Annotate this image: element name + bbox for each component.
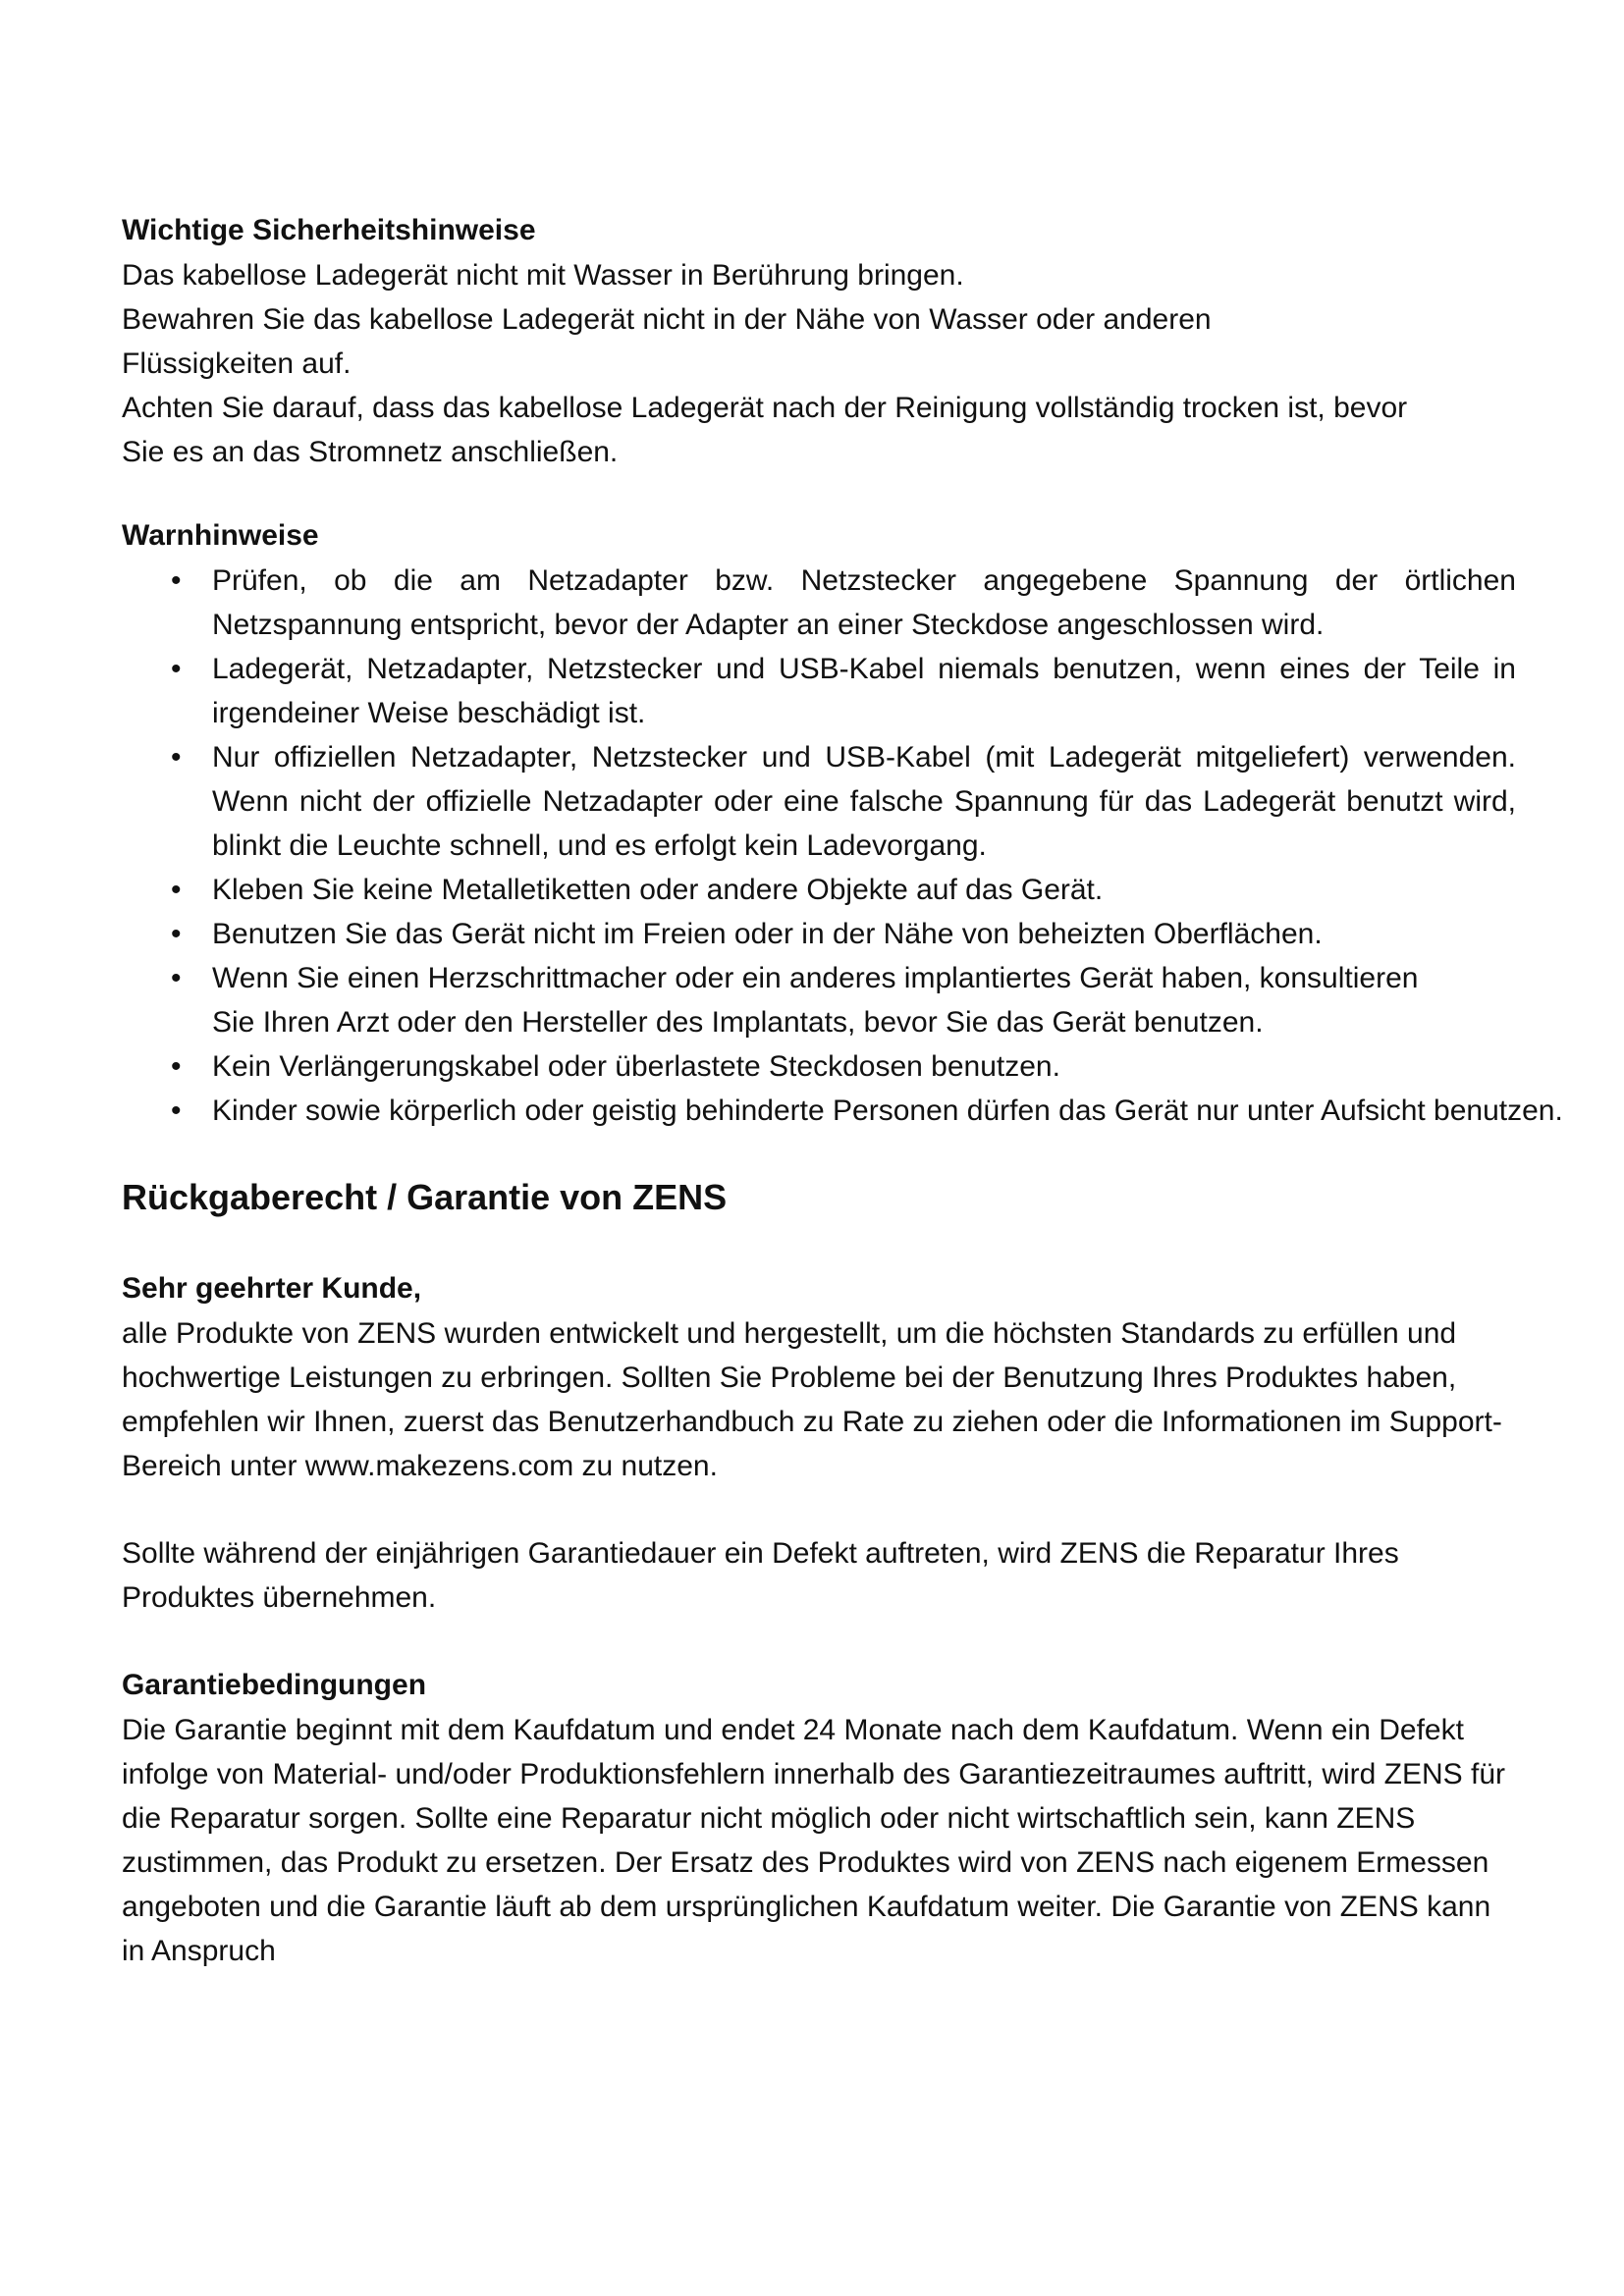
bullet-icon: •: [171, 918, 182, 950]
warranty-intro: alle Produkte von ZENS wurden entwickelt und hergestellt, um die höchsten Standards zu erfüllen und hochwertige Leistungen zu erbringen. Sollten Sie Probleme bei der Benutzung Ihres Produktes haben, empfehlen wir Ihnen, zuerst das Benutzerhandbuch zu Rate zu ziehen oder die Informationen im Support-Bereich unter www.makezens.com zu nutzen.: [122, 1317, 1502, 1482]
bullet-icon: •: [171, 874, 182, 906]
warning-text: Nur offiziellen Netzadapter, Netzstecker und USB-Kabel (mit Ladegerät mitgeliefert) verwenden. Wenn nicht der offizielle Netzadapter oder eine falsche Spannung für das Ladegerät benutzt wird, blinkt die Leuchte schnell, und es erfolgt kein Ladevorgang.: [212, 741, 1516, 862]
bullet-icon: •: [171, 741, 182, 774]
warning-text: Benutzen Sie das Gerät nicht im Freien oder in der Nähe von beheizten Oberflächen.: [212, 918, 1323, 950]
warnings-heading: Warnhinweise: [122, 519, 319, 552]
bullet-icon: •: [171, 1050, 182, 1083]
safety-line-2: Bewahren Sie das kabellose Ladegerät nicht in der Nähe von Wasser oder anderen Flüssigkeiten auf.: [122, 303, 1212, 380]
warning-text: Ladegerät, Netzadapter, Netzstecker und USB-Kabel niemals benutzen, wenn eines der Teile in irgendeiner Weise beschädigt ist.: [212, 653, 1516, 729]
safety-heading: Wichtige Sicherheitshinweise: [122, 214, 536, 246]
warning-item-6: [122, 956, 1420, 1044]
warning-item-8: [122, 1089, 1597, 1133]
conditions-text: Die Garantie beginnt mit dem Kaufdatum und endet 24 Monate nach dem Kaufdatum. Wenn ein Defekt infolge von Material- und/oder Produktionsfehlern innerhalb des Garantiezeitraumes auftritt, wird ZENS für die Reparatur sorgen. Sollte eine Reparatur nicht möglich oder nicht wirtschaftlich sein, kann ZENS zustimmen, das Produkt zu ersetzen. Der Ersatz des Produktes wird von ZENS nach eigenem Ermessen angeboten und die Garantie läuft ab dem ursprünglichen Kaufdatum weiter. Die Garantie von ZENS kann in Anspruch: [122, 1714, 1506, 1967]
warranty-defect: Sollte während der einjährigen Garantiedauer ein Defekt auftreten, wird ZENS die Reparatur Ihres Produktes übernehmen.: [122, 1537, 1399, 1614]
bullet-icon: •: [171, 653, 182, 685]
conditions-heading: Garantiebedingungen: [122, 1669, 427, 1701]
warning-text: Kleben Sie keine Metalletiketten oder andere Objekte auf das Gerät.: [212, 874, 1104, 906]
warning-item-1: [122, 559, 1516, 647]
warnings-list: [122, 559, 1563, 1133]
warning-item-5: [122, 912, 1516, 956]
warranty-greeting: Sehr geehrter Kunde,: [122, 1272, 422, 1305]
warning-text: Kinder sowie körperlich oder geistig behinderte Personen dürfen das Gerät nur unter Aufsicht benutzen.: [212, 1095, 1563, 1127]
warning-text: Prüfen, ob die am Netzadapter bzw. Netzstecker angegebene Spannung der örtlichen Netzspannung entspricht, bevor der Adapter an einer Steckdose angeschlossen wird.: [212, 564, 1516, 641]
safety-line-3: Achten Sie darauf, dass das kabellose Ladegerät nach der Reinigung vollständig trocken ist, bevor Sie es an das Stromnetz anschließen.: [122, 392, 1408, 468]
warning-item-2: [122, 647, 1516, 735]
warranty-title: Rückgaberecht / Garantie von ZENS: [122, 1177, 728, 1217]
warning-text: Wenn Sie einen Herzschrittmacher oder ein anderes implantiertes Gerät haben, konsultieren Sie Ihren Arzt oder den Hersteller des Implantats, bevor Sie das Gerät benutzen.: [212, 962, 1419, 1039]
bullet-icon: •: [171, 564, 182, 597]
bullet-icon: •: [171, 962, 182, 994]
warning-item-3: [122, 735, 1516, 868]
bullet-icon: •: [171, 1095, 182, 1127]
warning-text: Kein Verlängerungskabel oder überlastete Steckdosen benutzen.: [212, 1050, 1060, 1083]
warning-item-7: [122, 1044, 1516, 1089]
safety-line-1: Das kabellose Ladegerät nicht mit Wasser in Berührung bringen.: [122, 259, 964, 292]
warning-item-4: [122, 868, 1516, 912]
document-page: [122, 208, 1563, 1973]
